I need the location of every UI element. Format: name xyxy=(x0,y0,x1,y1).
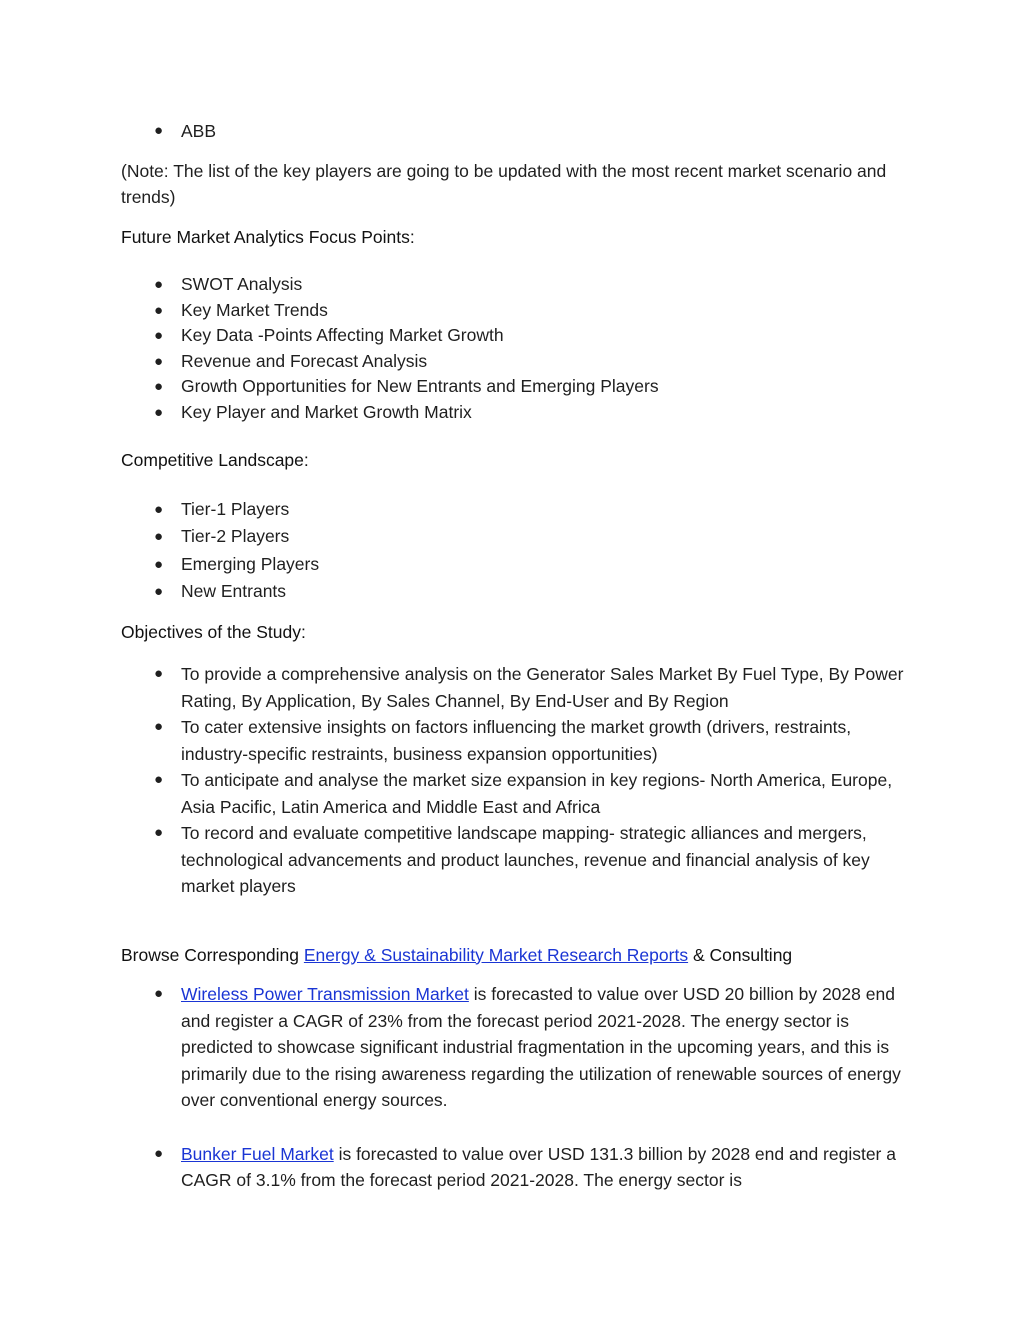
list-item: ● ABB xyxy=(121,118,911,145)
list-item: ● Key Market Trends xyxy=(121,298,911,324)
list-item: ● Key Player and Market Growth Matrix xyxy=(121,400,911,426)
list-item: ● To cater extensive insights on factors influencing the market growth (drivers, restraints, industry-specific restraints, business expansion opportunities) xyxy=(121,714,911,767)
bullet-icon: ● xyxy=(154,276,164,293)
list-item: ● Wireless Power Transmission Market is forecasted to value over USD 20 billion by 2028 end and register a CAGR of 23% from the forecast period 2021-2028. The energy sector is predicted to showcase significant industrial fragmentation in the upcoming years, and this is primarily due to the rising awareness regarding the utilization of renewable sources of energy over conventional energy sources. xyxy=(121,981,911,1114)
bullet-icon: ● xyxy=(154,771,164,788)
bullet-icon: ● xyxy=(154,327,164,344)
bullet-icon: ● xyxy=(154,352,164,370)
focus-points-list xyxy=(121,272,911,425)
related-reports-list xyxy=(121,1141,911,1194)
bullet-icon: ● xyxy=(154,122,164,139)
energy-reports-link[interactable]: Energy & Sustainability Market Research Reports xyxy=(303,944,689,965)
document-content xyxy=(121,118,911,1194)
related-reports-list xyxy=(121,981,911,1114)
list-item: ● To record and evaluate competitive landscape mapping- strategic alliances and mergers, technological advancements and product launches, revenue and financial analysis of key market players xyxy=(121,820,911,900)
bullet-icon: ● xyxy=(154,824,164,841)
bunker-fuel-market-link[interactable]: Bunker Fuel Market xyxy=(181,1143,334,1164)
note-paragraph: (Note: The list of the key players are going to be updated with the most recent market scenario and trends) xyxy=(121,160,887,207)
list-item: ● Tier-2 Players xyxy=(121,523,911,551)
bullet-icon: ● xyxy=(154,665,164,682)
focus-heading: Future Market Analytics Focus Points: xyxy=(121,226,415,247)
bullet-icon: ● xyxy=(154,1144,164,1162)
competitive-heading: Competitive Landscape: xyxy=(121,450,309,470)
list-item: ● Growth Opportunities for New Entrants and Emerging Players xyxy=(121,374,911,400)
bullet-icon: ● xyxy=(154,555,164,573)
list-item: ● Revenue and Forecast Analysis xyxy=(121,349,911,375)
bullet-icon: ● xyxy=(154,301,164,319)
objectives-heading: Objectives of the Study: xyxy=(121,621,306,642)
bullet-icon: ● xyxy=(154,718,164,735)
list-item: ● SWOT Analysis xyxy=(121,272,911,298)
competitive-list xyxy=(121,496,911,606)
bullet-icon: ● xyxy=(154,500,164,518)
objectives-list xyxy=(121,661,911,900)
browse-heading: Browse Corresponding Energy & Sustainability Market Research Reports & Consulting xyxy=(121,944,793,965)
bullet-icon: ● xyxy=(154,985,164,1002)
list-item: ● New Entrants xyxy=(121,578,911,606)
bullet-icon: ● xyxy=(154,403,164,421)
key-players-list xyxy=(121,118,911,145)
list-item: ● Tier-1 Players xyxy=(121,496,911,524)
bullet-icon: ● xyxy=(154,378,164,395)
list-item: ● To provide a comprehensive analysis on the Generator Sales Market By Fuel Type, By Power Rating, By Application, By Sales Channel, By End-User and By Region xyxy=(121,661,911,714)
list-item: ● Key Data -Points Affecting Market Growth xyxy=(121,323,911,349)
list-item: ● Bunker Fuel Market is forecasted to value over USD 131.3 billion by 2028 end and register a CAGR of 3.1% from the forecast period 2021-2028. The energy sector is xyxy=(121,1141,911,1194)
bullet-icon: ● xyxy=(154,528,164,545)
wireless-power-market-link[interactable]: Wireless Power Transmission Market xyxy=(181,984,469,1004)
list-item: ● Emerging Players xyxy=(121,551,911,579)
bullet-icon: ● xyxy=(154,583,164,600)
list-item: ● To anticipate and analyse the market size expansion in key regions- North America, Europe, Asia Pacific, Latin America and Middle East and Africa xyxy=(121,767,911,820)
